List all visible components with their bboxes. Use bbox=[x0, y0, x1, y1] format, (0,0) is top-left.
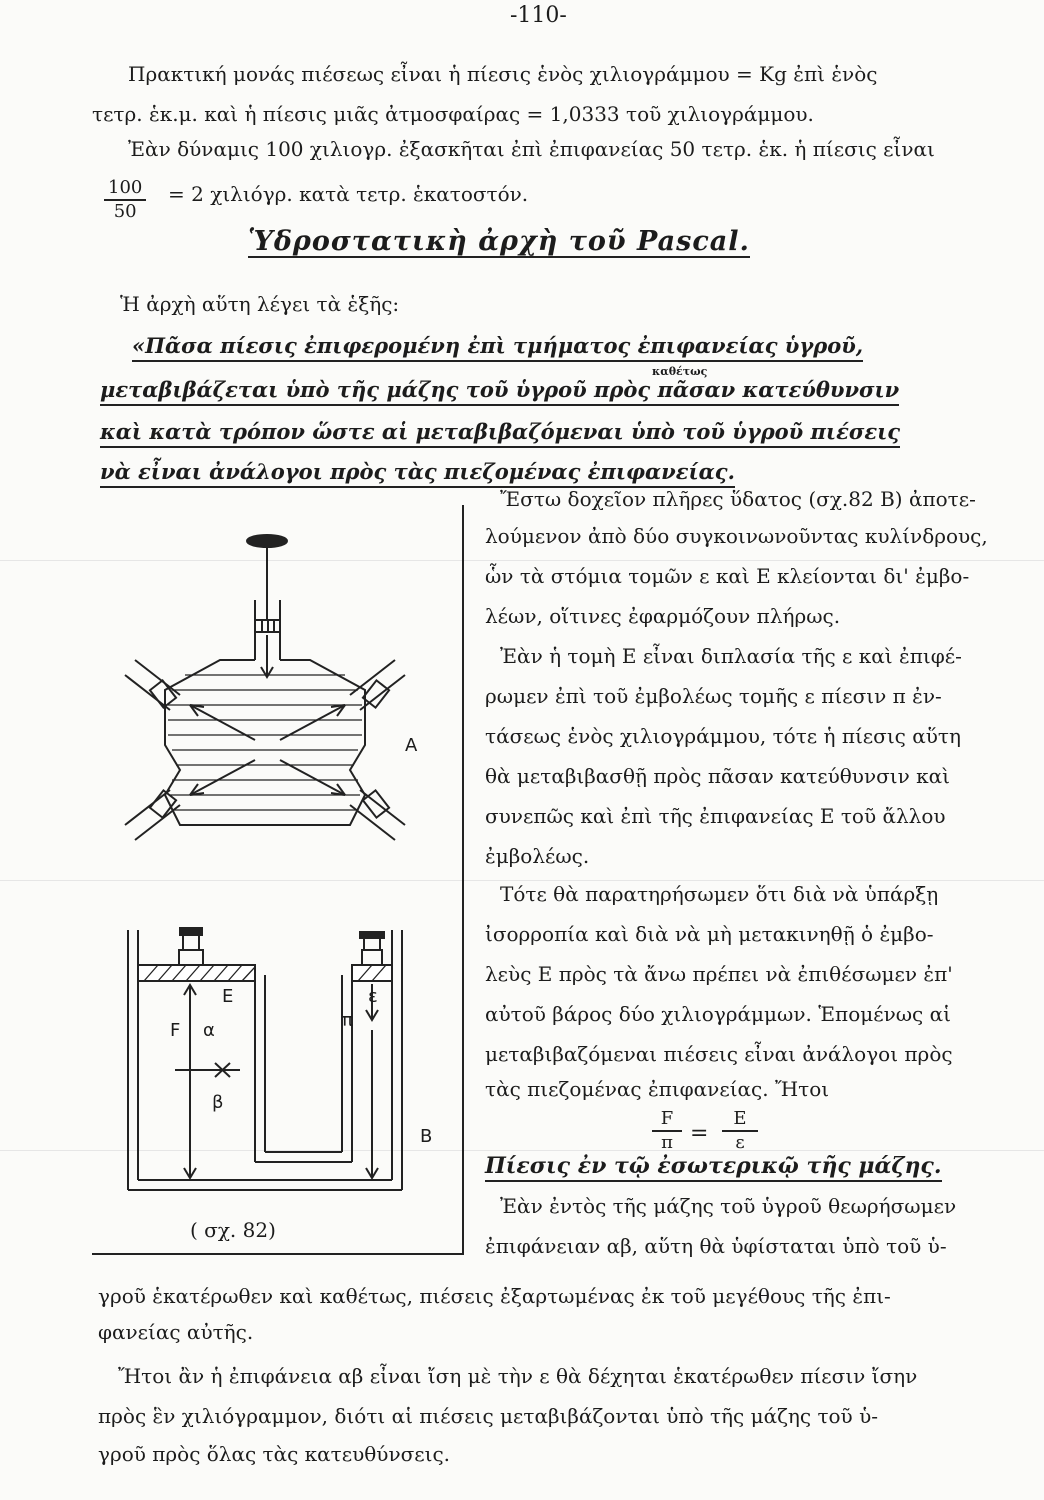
intro-line-4: = 2 χιλιόγρ. κατὰ τετρ. ἑκατοστόν. bbox=[168, 182, 529, 206]
rc-p1-line-3: ὧν τὰ στόμια τομῶν ε καὶ Ε κλείονται δι' ἐμβο- bbox=[485, 564, 970, 588]
column-divider bbox=[462, 505, 464, 1255]
principle-line-1: «Πᾶσα πίεσις ἐπιφερομένη ἐπὶ τμήματος ἐπιφανείας ὑγροῦ, bbox=[132, 332, 863, 362]
bottom-line-5: γροῦ πρὸς ὅλας τὰς κατευθύνσεις. bbox=[98, 1442, 451, 1466]
rc-p2-line-2: ρωμεν ἐπὶ τοῦ ἐμβολέως τομῆς ε πίεσιν π ἐν- bbox=[485, 684, 942, 708]
figure-label-F: F bbox=[170, 1020, 181, 1041]
intro-line-2: τετρ. ἑκ.μ. καὶ ἡ πίεσις μιᾶς ἀτμοσφαίρας = 1,0333 τοῦ χιλιογράμμου. bbox=[92, 102, 814, 126]
figure-b-diagram bbox=[120, 920, 420, 1200]
equation-right-den: ε bbox=[735, 1132, 745, 1153]
rc-p3-line-2: ἰσορροπία καὶ διὰ νὰ μὴ μετακινηθῇ ὁ ἐμβο- bbox=[485, 922, 934, 946]
equation-right-num: E bbox=[722, 1108, 758, 1132]
figure-label-alpha: α bbox=[203, 1020, 215, 1041]
page-number: -110- bbox=[510, 3, 567, 28]
intro-line-3: Ἐὰν δύναμις 100 χιλιογρ. ἐξασκῆται ἐπὶ ἐπιφανείας 50 τετρ. ἑκ. ἡ πίεσις εἶναι bbox=[128, 137, 935, 161]
rc-p4-line-2: ἐπιφάνειαν αβ, αὕτη θὰ ὑφίσταται ὑπὸ τοῦ ὑ- bbox=[485, 1234, 947, 1258]
figure-a-diagram bbox=[110, 525, 440, 845]
figure-label-b: Β bbox=[420, 1126, 433, 1147]
principle-insert: καθέτως bbox=[652, 365, 708, 378]
rc-p4-line-1: Ἐὰν ἐντὸς τῆς μάζης τοῦ ὑγροῦ θεωρήσωμεν bbox=[500, 1194, 957, 1218]
principle-line-4: νὰ εἶναι ἀνάλογοι πρὸς τὰς πιεζομένας ἐπιφανείας. bbox=[100, 458, 735, 488]
rc-p1-line-1: Ἔστω δοχεῖον πλῆρες ὕδατος (σχ.82 Β) ἀποτε- bbox=[500, 487, 976, 511]
bottom-line-2: φανείας αὐτῆς. bbox=[98, 1320, 254, 1344]
rc-p3-line-5: μεταβιβαζόμεναι πιέσεις εἶναι ἀνάλογοι πρὸς bbox=[485, 1042, 953, 1066]
equation-right bbox=[722, 1108, 758, 1154]
rc-p2-line-4: θὰ μεταβιβασθῇ πρὸς πᾶσαν κατεύθυνσιν καὶ bbox=[485, 764, 950, 788]
equation-left-den: π bbox=[661, 1132, 673, 1153]
principle-line-3: καὶ κατὰ τρόπον ὥστε αἱ μεταβιβαζόμεναι ὑπὸ τοῦ ὑγροῦ πιέσεις bbox=[100, 418, 900, 448]
rc-p2-line-6: ἐμβολέως. bbox=[485, 844, 590, 868]
rc-p3-line-6: τὰς πιεζομένας ἐπιφανείας. Ἤτοι bbox=[485, 1077, 830, 1101]
intro-fraction bbox=[104, 177, 146, 223]
rc-p3-line-3: λεὺς Ε πρὸς τὰ ἄνω πρέπει νὰ ἐπιθέσωμεν ἐπ' bbox=[485, 962, 953, 986]
equation-sign: = bbox=[690, 1121, 709, 1146]
rc-p3-line-4: αὐτοῦ βάρος δύο χιλιογράμμων. Ἑπομένως αἱ bbox=[485, 1002, 951, 1026]
figure-label-beta: β bbox=[212, 1092, 224, 1113]
equation-left bbox=[652, 1108, 682, 1154]
rc-p2-line-5: συνεπῶς καὶ ἐπὶ τῆς ἐπιφανείας Ε τοῦ ἄλλου bbox=[485, 804, 946, 828]
figure-label-pi: π bbox=[342, 1010, 353, 1031]
equation-left-num: F bbox=[652, 1108, 682, 1132]
rc-p1-line-2: λούμενον ἀπὸ δύο συγκοινωνοῦντας κυλίνδρους, bbox=[485, 524, 988, 548]
fraction-denominator: 50 bbox=[113, 201, 137, 222]
rc-p3-line-1: Τότε θὰ παρατηρήσωμεν ὅτι διὰ νὰ ὑπάρξῃ bbox=[500, 882, 939, 906]
bottom-line-1: γροῦ ἑκατέρωθεν καὶ καθέτως, πιέσεις ἐξαρτωμένας ἐκ τοῦ μεγέθους τῆς ἐπι- bbox=[98, 1284, 891, 1308]
figure-bottom-rule bbox=[92, 1253, 464, 1255]
figure-label-epsilon: ε bbox=[368, 986, 378, 1007]
rc-p2-line-1: Ἐὰν ἡ τομὴ Ε εἶναι διπλασία τῆς ε καὶ ἐπιφέ- bbox=[500, 644, 962, 668]
fraction-numerator: 100 bbox=[104, 177, 146, 201]
intro-line-1: Πρακτική μονάς πιέσεως εἶναι ἡ πίεσις ἑνὸς χιλιογράμμου = Kg ἐπὶ ἑνὸς bbox=[128, 62, 878, 86]
figure-caption: ( σχ. 82) bbox=[190, 1218, 276, 1242]
principle-line-2: μεταβιβάζεται ὑπὸ τῆς μάζης τοῦ ὑγροῦ πρὸς πᾶσαν κατεύθυνσιν bbox=[100, 376, 899, 406]
bottom-line-3: Ἤτοι ἂν ἡ ἐπιφάνεια αβ εἶναι ἴση μὲ τὴν ε θὰ δέχηται ἑκατέρωθεν πίεσιν ἴσην bbox=[118, 1364, 918, 1388]
figure-label-a: Α bbox=[405, 735, 418, 756]
subheading-internal-pressure: Πίεσις ἐν τῷ ἐσωτερικῷ τῆς μάζης. bbox=[485, 1152, 942, 1182]
figure-label-E: E bbox=[222, 986, 234, 1007]
principle-intro: Ἡ ἀρχὴ αὕτη λέγει τὰ ἑξῆς: bbox=[120, 292, 400, 316]
rc-p2-line-3: τάσεως ἑνὸς χιλιογράμμου, τότε ἡ πίεσις αὕτη bbox=[485, 724, 961, 748]
rc-p1-line-4: λέων, οἵτινες ἐφαρμόζουν πλήρως. bbox=[485, 604, 841, 628]
bottom-line-4: πρὸς ἓν χιλιόγραμμον, διότι αἱ πιέσεις μεταβιβάζονται ὑπὸ τῆς μάζης τοῦ ὑ- bbox=[98, 1404, 878, 1428]
section-heading: Ὑδροστατικὴ ἀρχὴ τοῦ Pascal. bbox=[248, 226, 750, 257]
